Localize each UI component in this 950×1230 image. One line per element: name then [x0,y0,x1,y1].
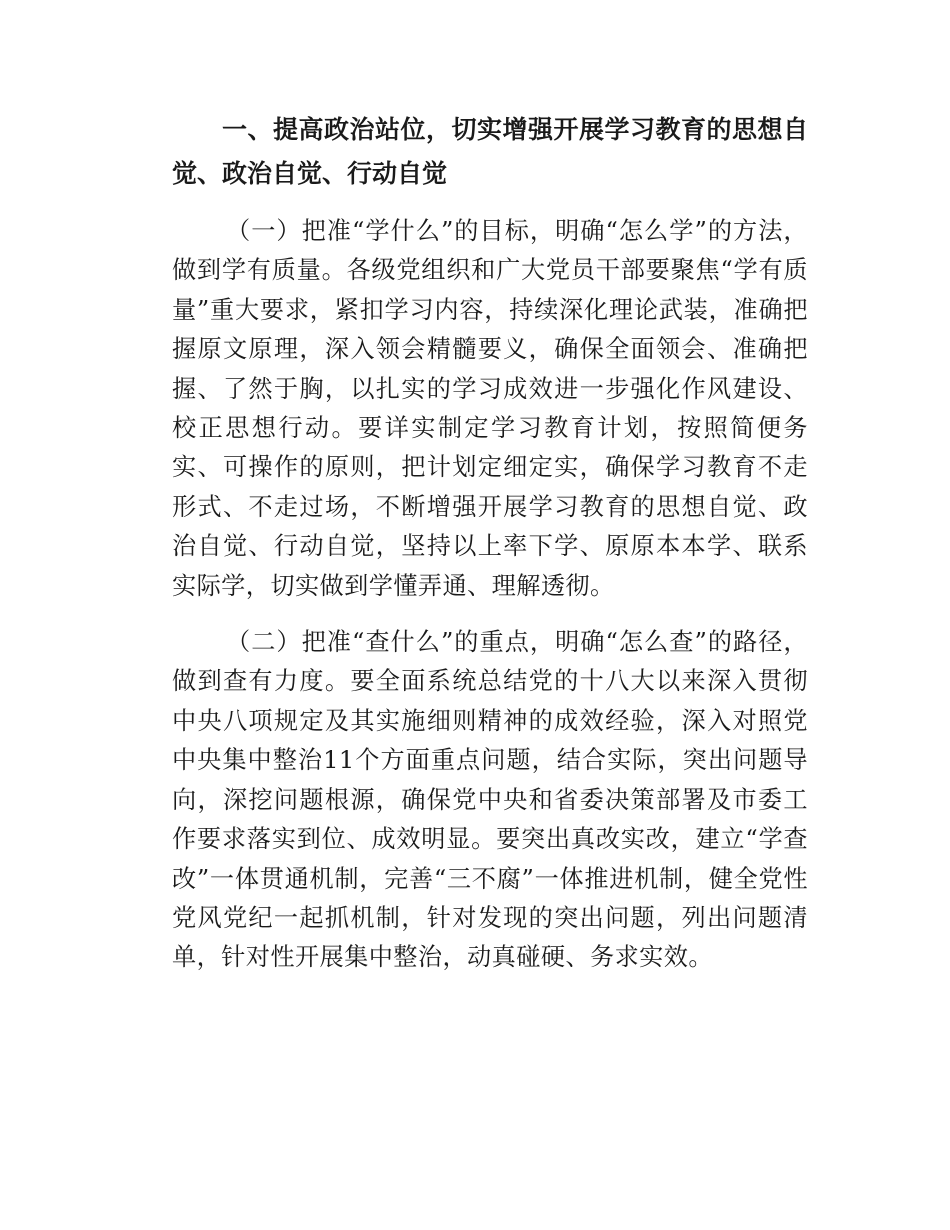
section-heading: 一、提高政治站位，切实增强开展学习教育的思想自觉、政治自觉、行动自觉 [172,115,808,188]
document-page [172,108,808,995]
paragraph-1: （一）把准“学什么”的目标，明确“怎么学”的方法，做到学有质量。各级党组织和广大党员干部要聚焦“学有质量”重大要求，紧扣学习内容，持续深化理论武装，准确把握原文原理，深入领会精髓要义，确保全面领会、准确把握、了然于胸，以扎实的学习成效进一步强化作风建设、校正思想行动。要详实制定学习教育计划，按照简便务实、可操作的原则，把计划定细定实，确保学习教育不走形式、不走过场，不断增强开展学习教育的思想自觉、政治自觉、行动自觉，坚持以上率下学、原原本本学、联系实际学，切实做到学懂弄通、理解透彻。 [172,217,808,600]
paragraph-2: （二）把准“查什么”的重点，明确“怎么查”的路径，做到查有力度。要全面系统总结党的十八大以来深入贯彻中央八项规定及其实施细则精神的成效经验，深入对照党中央集中整治11个方面重点问题，结合实际，突出问题导向，深挖问题根源，确保党中央和省委决策部署及市委工作要求落实到位、成效明显。要突出真改实改，建立“学查改”一体贯通机制，完善“三不腐”一体推进机制，健全党性党风党纪一起抓机制，针对发现的突出问题，列出问题清单，针对性开展集中整治，动真碰硬、务求实效。 [172,628,808,972]
